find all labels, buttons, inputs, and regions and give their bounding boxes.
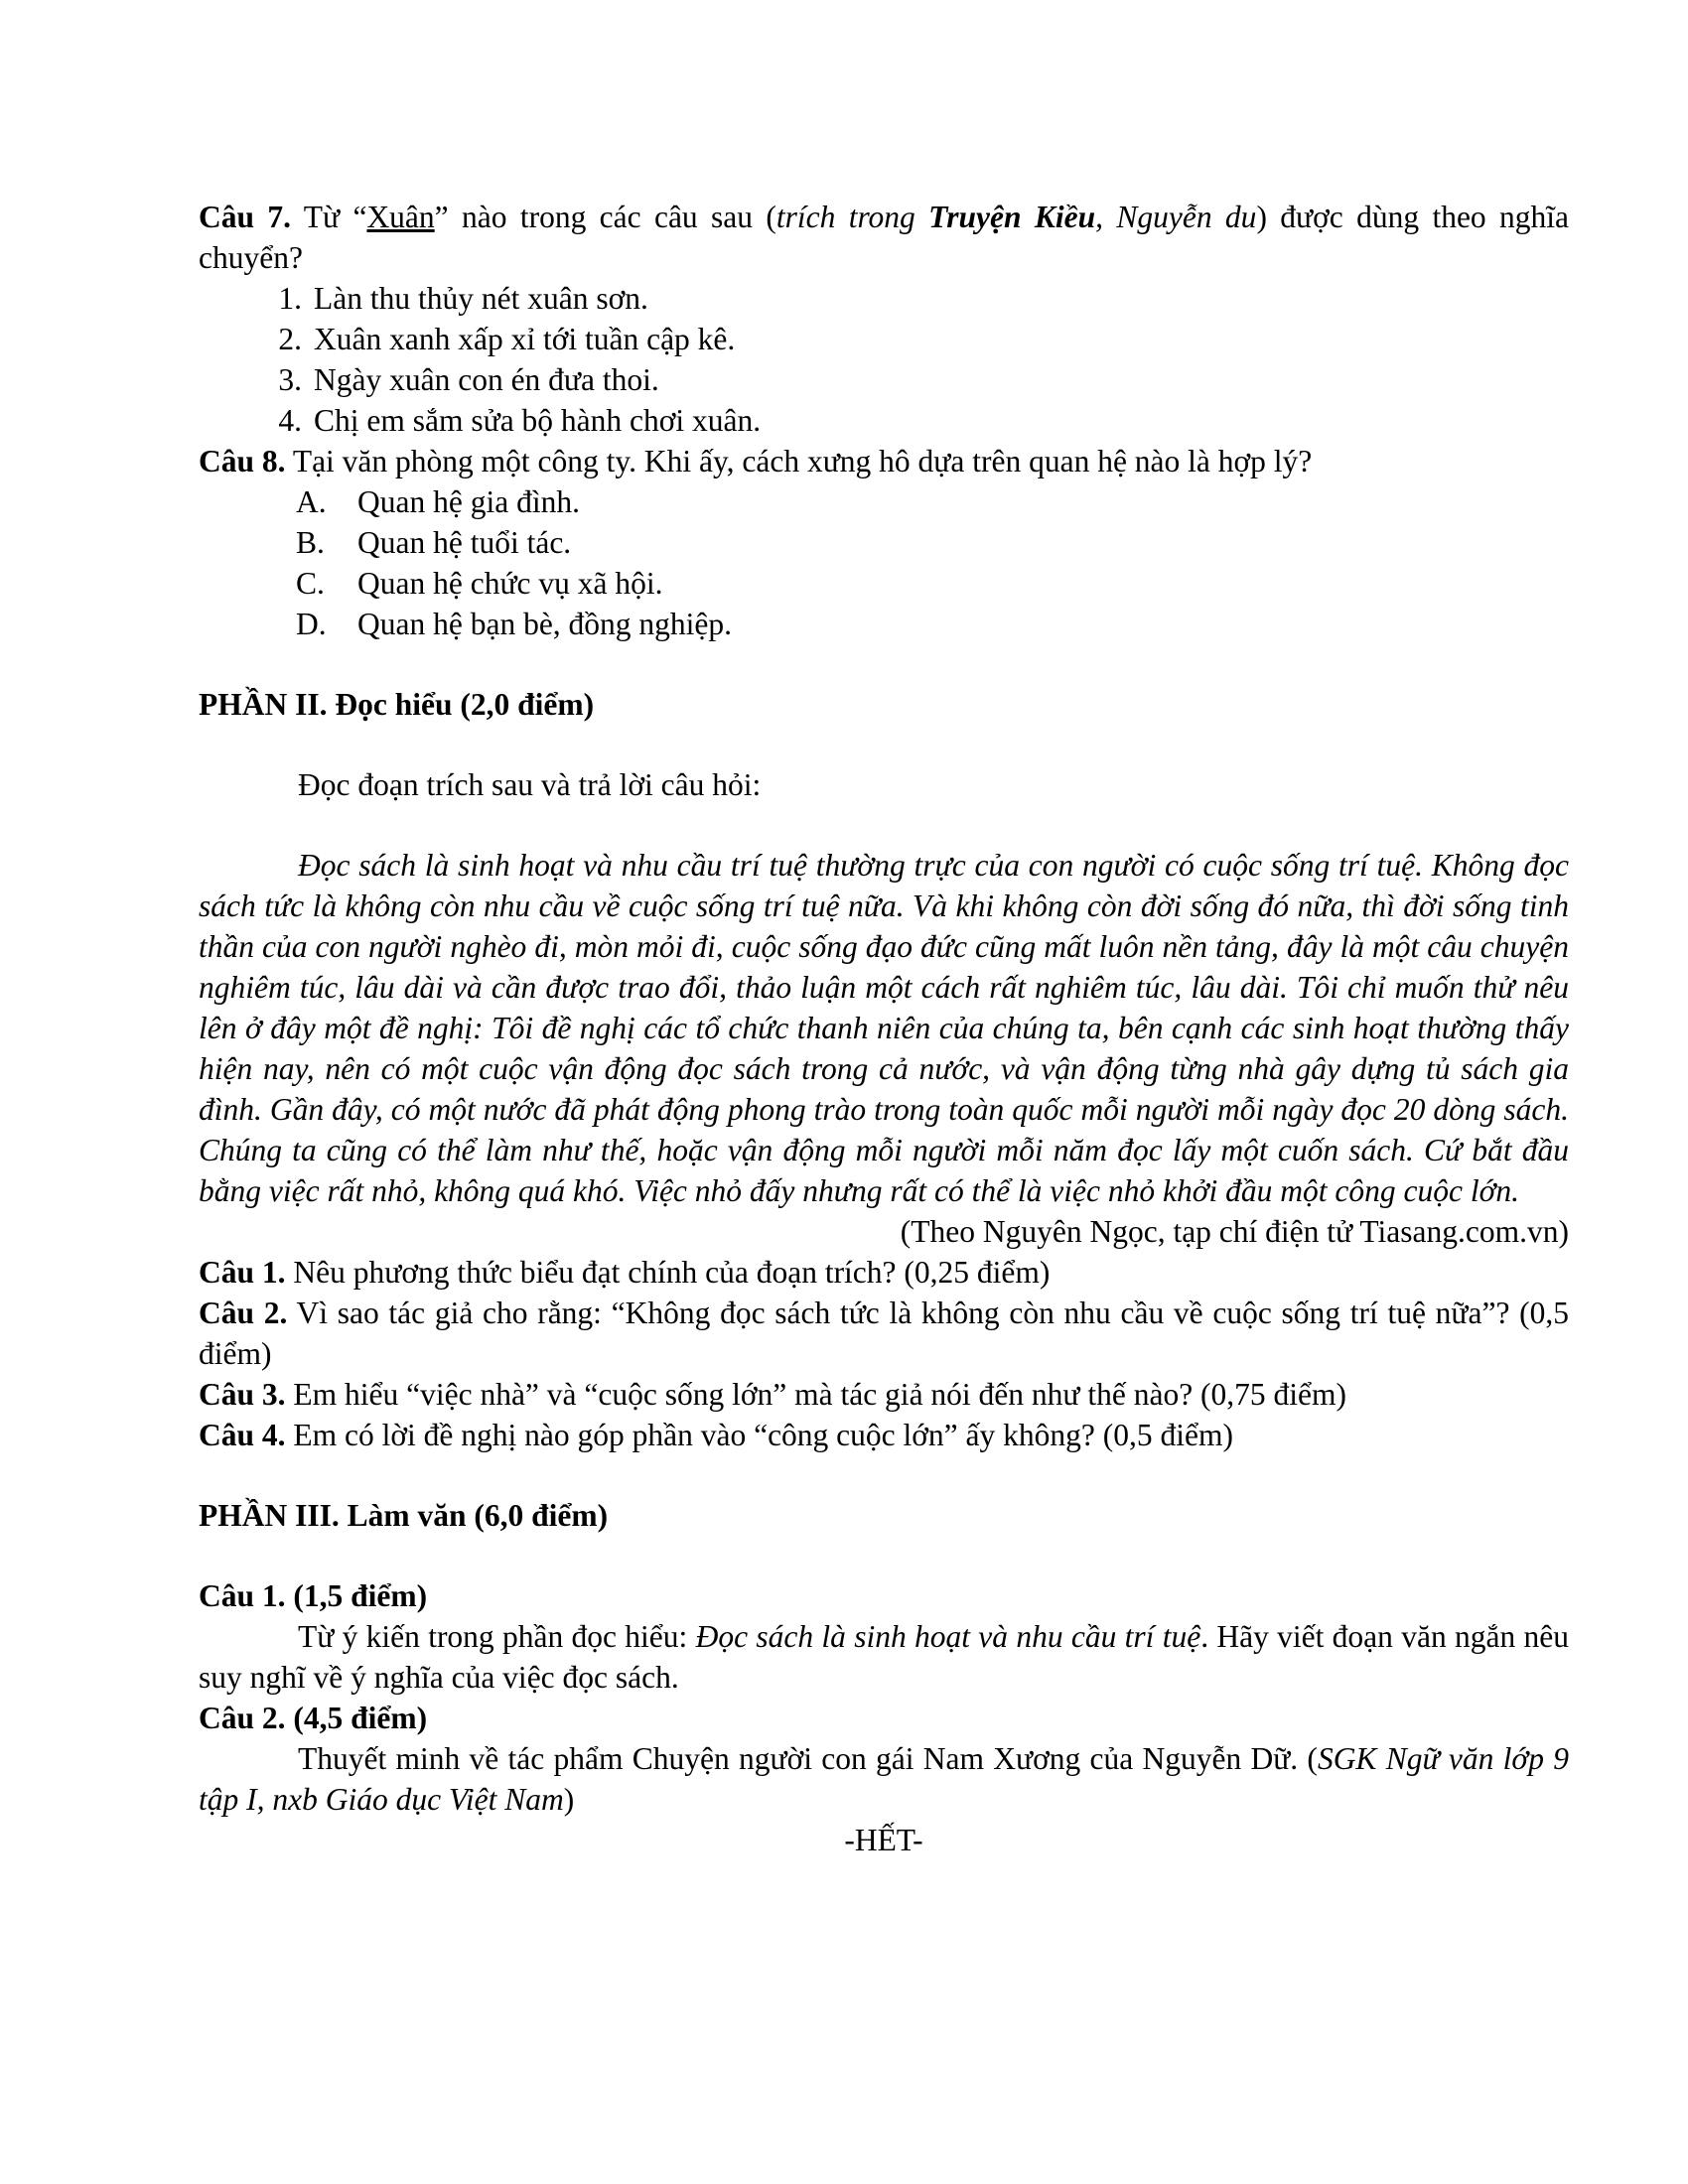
reading-question-3: Câu 3. Em hiểu “việc nhà” và “cuộc sống lớn” mà tác giả nói đến như thế nào? (0,75 điểm) (199, 1377, 1347, 1412)
option-item: 3. Ngày xuân con én đưa thoi. (278, 362, 659, 397)
work-title: Truyện Kiều (928, 200, 1096, 234)
reading-passage: Đọc sách là sinh hoạt và nhu cầu trí tuệ thường trực của con người có cuộc sống trí tuệ. Không đọc sách tức là không còn nhu cầu về cuộc sống trí tuệ nữa. Và khi không còn đời sống đó nữa, thì đời sống tinh thần của con người nghèo đi, mòn mỏi đi, cuộc sống đạo đức cũng mất luôn nền tảng, đây là một câu chuyện nghiêm túc, lâu dài và cần được trao đổi, thảo luận một cách rất nghiêm túc, lâu dài. Tôi chỉ muốn thử nêu lên ở đây một đề nghị: Tôi đề nghị các tổ chức thanh niên của chúng ta, bên cạnh các sinh hoạt thường thấy hiện nay, nên có một cuộc vận động đọc sách trong cả nước, và vận động từng nhà gây dựng tủ sách gia đình. Gần đây, có một nước đã phát động phong trào trong toàn quốc mỗi người mỗi ngày đọc 20 dòng sách. Chúng ta cũng có thể làm như thế, hoặc vận động mỗi người mỗi năm đọc lấy một cuốn sách. Cứ bắt đầu bằng việc rất nhỏ, không quá khó. Việc nhỏ đấy nhưng rất có thể là việc nhỏ khởi đầu một công cuộc lớn. (199, 848, 1569, 1208)
writing-question-1-label: Câu 1. (1,5 điểm) (199, 1578, 428, 1613)
question-8: Câu 8. Tại văn phòng một công ty. Khi ấy, cách xưng hô dựa trên quan hệ nào là hợp lý? (199, 444, 1313, 478)
exam-page (199, 197, 1569, 1860)
writing-question-1: Từ ý kiến trong phần đọc hiểu: Đọc sách là sinh hoạt và nhu cầu trí tuệ. Hãy viết đoạn văn ngắn nêu suy nghĩ về ý nghĩa của việc đọc sách. (199, 1619, 1569, 1695)
option-item: 2. Xuân xanh xấp xỉ tới tuần cập kê. (278, 322, 736, 356)
reading-question-4: Câu 4. Em có lời đề nghị nào góp phần vào “công cuộc lớn” ấy không? (0,5 điểm) (199, 1418, 1233, 1452)
option-item: C. Quan hệ chức vụ xã hội. (296, 566, 663, 601)
reading-question-1: Câu 1. Nêu phương thức biểu đạt chính của đoạn trích? (0,25 điểm) (199, 1255, 1051, 1290)
option-item: D. Quan hệ bạn bè, đồng nghiệp. (296, 607, 733, 641)
passage-source: (Theo Nguyên Ngọc, tạp chí điện tử Tiasang.com.vn) (900, 1214, 1569, 1249)
reading-question-2: Câu 2. Vì sao tác giả cho rằng: “Không đọc sách tức là không còn nhu cầu về cuộc sống trí tuệ nữa”? (0,5 điểm) (199, 1296, 1569, 1371)
option-item: 4. Chị em sắm sửa bộ hành chơi xuân. (278, 403, 762, 438)
writing-question-2-label: Câu 2. (4,5 điểm) (199, 1701, 428, 1735)
underlined-word: Xuân (366, 200, 435, 234)
question-7-options (199, 278, 1569, 441)
question-label: Câu 7. (199, 200, 291, 234)
question-7: Câu 7. Từ “Xuân” nào trong các câu sau (trích trong Truyện Kiều, Nguyễn du) được dùng theo nghĩa chuyển? (199, 200, 1570, 275)
reading-instruction: Đọc đoạn trích sau và trả lời câu hỏi: (298, 767, 762, 802)
option-item: B. Quan hệ tuổi tác. (296, 525, 572, 560)
writing-question-2: Thuyết minh về tác phẩm Chuyện người con gái Nam Xương của Nguyễn Dữ. (SGK Ngữ văn lớp 9 tập I, nxb Giáo dục Việt Nam) (199, 1741, 1570, 1817)
question-8-options (199, 481, 1569, 644)
end-marker: -HẾT- (844, 1823, 923, 1857)
option-item: A. Quan hệ gia đình. (296, 484, 580, 519)
option-item: 1. Làn thu thủy nét xuân sơn. (278, 281, 648, 316)
question-label: Câu 8. (199, 444, 286, 478)
section-heading-part-3: PHẦN III. Làm văn (6,0 điểm) (199, 1498, 609, 1533)
section-heading-part-2: PHẦN II. Đọc hiểu (2,0 điểm) (199, 687, 595, 722)
